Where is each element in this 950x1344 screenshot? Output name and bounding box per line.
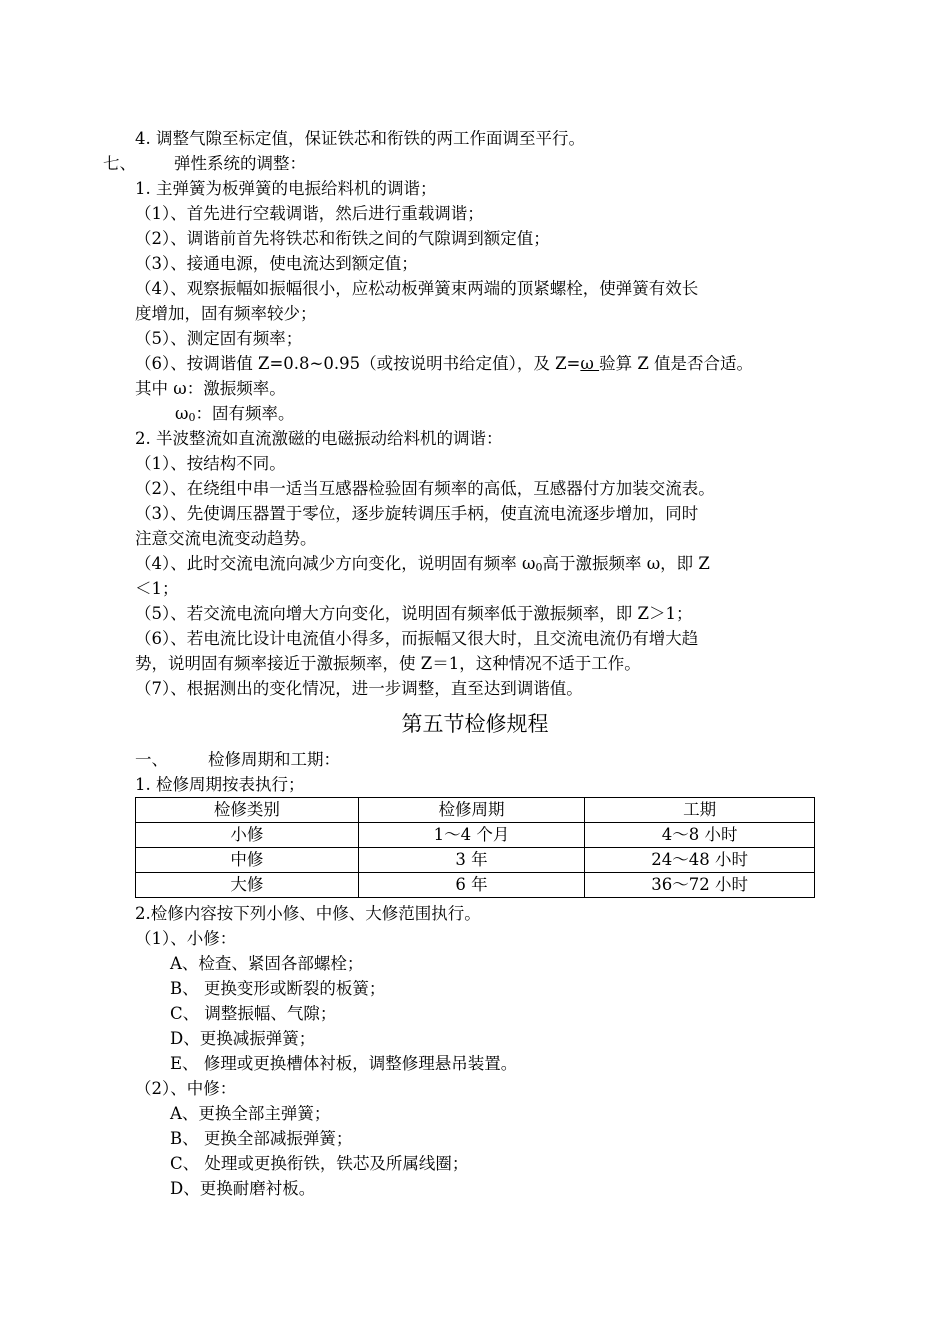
medium-repair-title: （2）、中修： (135, 1079, 237, 1098)
cell-period: 6 年 (358, 873, 585, 898)
omega-subscript: 0 (188, 411, 196, 424)
s2-step-6-cont: 势，说明固有频率接近于激振频率，使 Z＝1，这种情况不适于工作。 (135, 654, 641, 673)
minor-item-c: C、 调整振幅、气隙； (170, 1004, 337, 1023)
s2-step-3-cont: 注意交流电流变动趋势。 (135, 529, 317, 548)
header-category: 检修类别 (136, 798, 359, 823)
s2-step-4-text-a: （4）、此时交流电流向减少方向变化，说明固有频率 ω (135, 554, 536, 573)
s2-step-5: （5）、若交流电流向增大方向变化，说明固有频率低于激振频率，即 Z＞1； (135, 604, 693, 623)
maintenance-period-table (135, 797, 815, 898)
s1-step-4-cont: 度增加，固有频率较少； (135, 304, 317, 323)
s2-step-3: （3）、先使调压器置于零位，逐步旋转调压手柄，使直流电流逐步增加，同时 (135, 504, 699, 523)
section-one-heading (135, 747, 340, 772)
table-header-row (136, 798, 815, 823)
section-title: 第五节检修规程 (401, 712, 549, 736)
minor-item-e: E、 修理或更换槽体衬板，调整修理悬吊装置。 (170, 1054, 518, 1073)
s1-step-4: （4）、观察振幅如振幅很小，应松动板弹簧束两端的顶紧螺栓，使弹簧有效长 (135, 279, 699, 298)
section-seven-title: 弹性系统的调整： (174, 154, 306, 173)
section-one-title: 检修周期和工期： (208, 750, 340, 769)
minor-repair-title: （1）、小修： (135, 929, 237, 948)
minor-item-a: A、检查、紧固各部螺栓； (170, 954, 364, 973)
header-period: 检修周期 (358, 798, 585, 823)
s1-step-1: （1）、首先进行空载调谐，然后进行重载调谐； (135, 204, 484, 223)
cell-category: 大修 (136, 873, 359, 898)
cell-period: 3 年 (358, 848, 585, 873)
cell-duration: 24～48 小时 (585, 848, 815, 873)
subsection-2-title: 2. 半波整流如直流激磁的电磁振动给料机的调谐： (135, 429, 503, 448)
cell-period: 1～4 个月 (358, 823, 585, 848)
subsection-1-title: 1. 主弹簧为板弹簧的电振给料机的调谐； (135, 179, 437, 198)
s1-where-omega: 其中 ω：激振频率。 (135, 379, 286, 398)
cell-duration: 36～72 小时 (585, 873, 815, 898)
s2-omega-subscript: 0 (535, 561, 543, 574)
paragraph-1: 1. 检修周期按表执行； (135, 775, 305, 794)
s2-step-2: （2）、在绕组中串一适当互感器检验固有频率的高低，互感器付方加装交流表。 (135, 479, 715, 498)
s1-step-5: （5）、测定固有频率； (135, 329, 303, 348)
table-row (136, 823, 815, 848)
table-row (136, 848, 815, 873)
s2-step-4-cont: ＜1； (135, 579, 179, 598)
table-row (136, 873, 815, 898)
omega0-text: ：固有频率。 (195, 404, 295, 423)
medium-item-d: D、更换耐磨衬板。 (170, 1179, 316, 1198)
s1-step-6 (135, 351, 753, 376)
medium-item-c: C、 处理或更换衔铁，铁芯及所属线圈； (170, 1154, 469, 1173)
minor-item-b: B、 更换变形或断裂的板簧； (170, 979, 386, 998)
minor-item-d: D、更换减振弹簧； (170, 1029, 316, 1048)
cell-category: 中修 (136, 848, 359, 873)
omega-symbol: ω (175, 404, 189, 423)
s2-step-6: （6）、若电流比设计电流值小得多，而振幅又很大时，且交流电流仍有增大趋 (135, 629, 699, 648)
paragraph-2: 2.检修内容按下列小修、中修、大修范围执行。 (135, 904, 481, 923)
section-seven-number: 七、 (103, 154, 136, 173)
header-duration: 工期 (585, 798, 815, 823)
item-4: 4. 调整气隙至标定值，保证铁芯和衔铁的两工作面调至平行。 (135, 129, 585, 148)
section-one-number: 一、 (135, 750, 168, 769)
section-seven-heading (103, 151, 306, 176)
omega-fraction: ω (580, 354, 600, 373)
s2-step-1: （1）、按结构不同。 (135, 454, 286, 473)
s1-step-3: （3）、接通电源，使电流达到额定值； (135, 254, 418, 273)
medium-item-b: B、 更换全部减振弹簧； (170, 1129, 353, 1148)
cell-category: 小修 (136, 823, 359, 848)
s2-step-4 (135, 551, 710, 580)
s2-step-7: （7）、根据测出的变化情况，进一步调整，直至达到调谐值。 (135, 679, 583, 698)
cell-duration: 4～8 小时 (585, 823, 815, 848)
s1-step-6-text-a: （6）、按调谐值 Z=0.8~0.95（或按说明书给定值），及 Z= (135, 354, 581, 373)
s1-step-2: （2）、调谐前首先将铁芯和衔铁之间的气隙调到额定值； (135, 229, 550, 248)
s1-step-6-text-b: 验算 Z 值是否合适。 (599, 354, 754, 373)
s2-step-4-text-b: 高于激振频率 ω，即 Z (542, 554, 710, 573)
medium-item-a: A、更换全部主弹簧； (170, 1104, 331, 1123)
